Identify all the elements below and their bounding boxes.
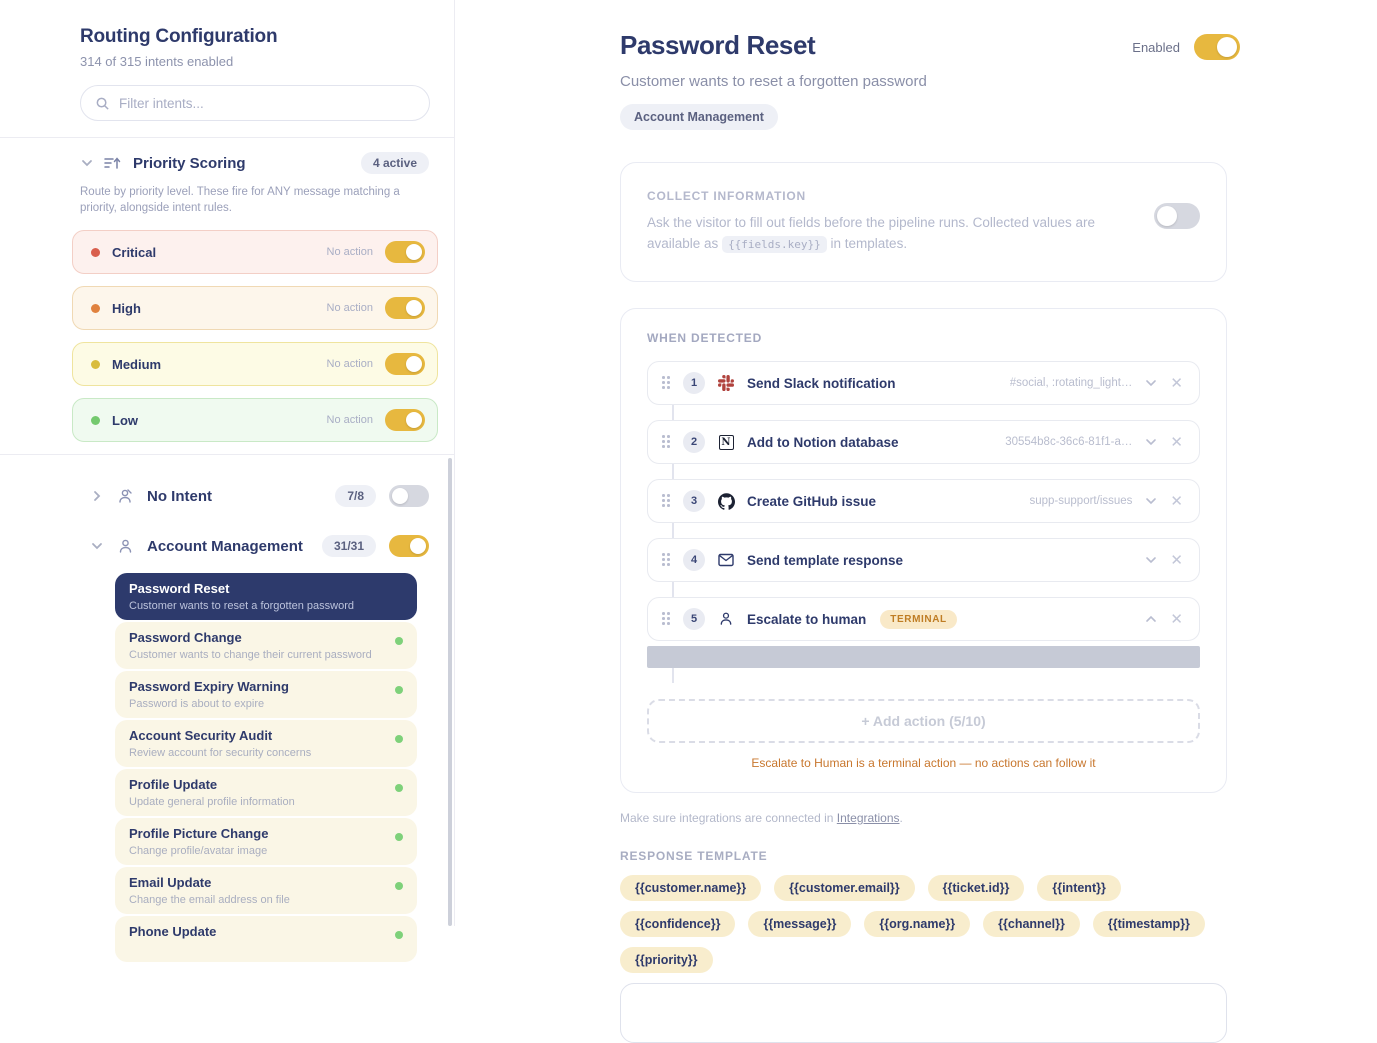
- priority-row-critical[interactable]: [72, 230, 438, 274]
- when-detected-title: WHEN DETECTED: [647, 331, 763, 345]
- variable-chip[interactable]: {{customer.email}}: [774, 875, 914, 901]
- critical-toggle[interactable]: [385, 241, 425, 263]
- group-count-badge: 7/8: [335, 485, 376, 507]
- remove-action-icon[interactable]: ✕: [1170, 551, 1183, 569]
- routing-sidebar: [0, 0, 455, 939]
- intent-title: Account Security Audit: [129, 728, 273, 743]
- intent-desc: Customer wants to change their current password: [129, 649, 372, 661]
- person-icon: [717, 610, 735, 628]
- action-config-summary: #social, :rotating_light…: [1009, 377, 1133, 389]
- priority-action-label: No action: [326, 302, 373, 314]
- high-toggle[interactable]: [385, 297, 425, 319]
- intent-group-no-intent[interactable]: [90, 479, 429, 513]
- enabled-label: Enabled: [1132, 39, 1180, 55]
- medium-toggle[interactable]: [385, 353, 425, 375]
- intent-item-profile-picture-change[interactable]: [115, 818, 417, 865]
- priority-scoring-title: Priority Scoring: [133, 154, 246, 172]
- expanded-config-placeholder: [647, 646, 1200, 668]
- drag-handle-icon[interactable]: [662, 612, 671, 626]
- intent-item-email-update[interactable]: [115, 867, 417, 914]
- enabled-status-dot: [395, 833, 403, 841]
- action-label: Create GitHub issue: [747, 493, 877, 509]
- priority-row-high[interactable]: [72, 286, 438, 330]
- action-row-escalate[interactable]: [647, 597, 1200, 641]
- chevron-up-icon[interactable]: [1144, 612, 1158, 626]
- action-number: 5: [683, 608, 705, 630]
- variable-chip[interactable]: {{intent}}: [1037, 875, 1120, 901]
- integrations-note-text: .: [899, 811, 903, 825]
- collect-information-toggle[interactable]: [1154, 203, 1200, 229]
- page-title: Password Reset: [620, 30, 816, 60]
- critical-dot: [91, 248, 100, 257]
- intent-title: Profile Update: [129, 777, 218, 792]
- intent-item-phone-update[interactable]: [115, 916, 417, 962]
- action-label: Add to Notion database: [747, 434, 899, 450]
- search-icon: [95, 96, 110, 111]
- intent-title: Email Update: [129, 875, 212, 890]
- enabled-status-dot: [395, 931, 403, 939]
- priority-active-badge: 4 active: [361, 152, 429, 174]
- account-management-toggle[interactable]: [389, 535, 429, 557]
- group-label: No Intent: [147, 487, 212, 505]
- intent-desc: Update general profile information: [129, 796, 295, 808]
- sidebar-divider-mid: [0, 454, 454, 455]
- integrations-note: [620, 811, 1240, 825]
- fields-key-code: {{fields.key}}: [722, 236, 827, 253]
- collect-information-title: COLLECT INFORMATION: [647, 189, 806, 203]
- integrations-link[interactable]: Integrations: [836, 811, 900, 825]
- enabled-status-dot: [395, 882, 403, 890]
- collect-information-card: [620, 162, 1227, 282]
- intent-title: Password Expiry Warning: [129, 679, 289, 694]
- chevron-down-icon[interactable]: [80, 156, 94, 170]
- group-count-badge: 31/31: [322, 535, 376, 557]
- terminal-badge: TERMINAL: [880, 610, 956, 629]
- collect-information-desc: [647, 212, 1097, 255]
- remove-action-icon[interactable]: ✕: [1170, 492, 1183, 510]
- notion-icon: N: [717, 433, 735, 451]
- intent-enabled-toggle[interactable]: [1194, 34, 1240, 60]
- intent-subtitle: Customer wants to reset a forgotten password: [620, 73, 927, 90]
- priority-sort-icon: [104, 156, 121, 171]
- action-row-github[interactable]: [647, 479, 1200, 523]
- action-label: Escalate to human: [747, 611, 867, 627]
- priority-action-label: No action: [326, 246, 373, 258]
- variable-chip[interactable]: {{channel}}: [983, 911, 1080, 937]
- intent-desc: Change the email address on file: [129, 894, 290, 906]
- action-row-notion[interactable]: [647, 420, 1200, 464]
- pipeline-connector: [672, 405, 674, 420]
- sidebar-title: Routing Configuration: [80, 26, 278, 47]
- action-row-escalate-wrap: [647, 597, 1200, 668]
- integrations-note-text: Make sure integrations are connected in: [620, 811, 837, 825]
- variable-chip[interactable]: {{message}}: [748, 911, 851, 937]
- user-icon: [117, 538, 134, 555]
- intent-desc: Password is about to expire: [129, 698, 265, 710]
- drag-handle-icon[interactable]: [662, 376, 671, 390]
- priority-label: Critical: [112, 244, 157, 260]
- intent-item-password-reset[interactable]: [115, 573, 417, 620]
- drag-handle-icon[interactable]: [662, 553, 671, 567]
- drag-handle-icon[interactable]: [662, 494, 671, 508]
- collect-desc-text: in templates.: [826, 236, 908, 251]
- priority-description: Route by priority level. These fire for ANY message matching a priority, alongside intent rules.: [80, 186, 400, 214]
- intent-item-account-security-audit[interactable]: [115, 720, 417, 767]
- variable-chip[interactable]: {{customer.name}}: [620, 875, 761, 901]
- intents-enabled-count: 314 of 315 intents enabled: [80, 54, 234, 69]
- chevron-right-icon[interactable]: [90, 489, 104, 503]
- chevron-down-icon[interactable]: [1144, 494, 1158, 508]
- pipeline-connector: [672, 523, 674, 538]
- variable-chip[interactable]: {{timestamp}}: [1093, 911, 1205, 937]
- action-number: 4: [683, 549, 705, 571]
- no-intent-toggle[interactable]: [389, 485, 429, 507]
- intent-desc: Review account for security concerns: [129, 747, 312, 759]
- medium-dot: [91, 360, 100, 369]
- intent-desc: Customer wants to reset a forgotten password: [129, 600, 354, 612]
- priority-label: Medium: [112, 356, 162, 372]
- intent-title: Phone Update: [129, 924, 217, 939]
- enabled-status-dot: [395, 637, 403, 645]
- github-icon: [717, 492, 735, 510]
- priority-action-label: No action: [326, 358, 373, 370]
- action-config-summary: supp-support/issues: [1029, 495, 1133, 507]
- intent-group-account-management[interactable]: [90, 529, 429, 563]
- intent-item-password-expiry-warning[interactable]: [115, 671, 417, 718]
- action-number: 1: [683, 372, 705, 394]
- user-slash-icon: [117, 488, 134, 505]
- action-config-summary: 30554b8c-36c6-81f1-a…: [1005, 436, 1133, 448]
- group-label: Account Management: [147, 537, 303, 555]
- chevron-down-icon[interactable]: [1144, 376, 1158, 390]
- response-template-textarea[interactable]: [620, 983, 1227, 1043]
- intent-item-profile-update[interactable]: [115, 769, 417, 816]
- terminal-warning-text: Escalate to Human is a terminal action — no actions can follow it: [751, 756, 1096, 770]
- add-action-button[interactable]: + Add action (5/10): [647, 699, 1200, 743]
- action-number: 2: [683, 431, 705, 453]
- priority-row-medium[interactable]: [72, 342, 438, 386]
- action-pipeline: [647, 361, 1200, 770]
- filter-intents-box[interactable]: [80, 85, 430, 121]
- high-dot: [91, 304, 100, 313]
- filter-intents-input[interactable]: [119, 96, 415, 111]
- sidebar-scrollbar[interactable]: [448, 458, 452, 926]
- enabled-status-dot: [395, 735, 403, 743]
- remove-action-icon[interactable]: ✕: [1170, 433, 1183, 451]
- variable-chip[interactable]: {{org.name}}: [864, 911, 970, 937]
- remove-action-icon[interactable]: ✕: [1170, 610, 1183, 628]
- chevron-down-icon[interactable]: [1144, 553, 1158, 567]
- action-number: 3: [683, 490, 705, 512]
- variable-chip[interactable]: {{ticket.id}}: [928, 875, 1025, 901]
- chevron-down-icon[interactable]: [90, 539, 104, 553]
- collect-desc-text: Ask the visitor to fill out fields before the pipeline runs. Collected values are available as: [647, 215, 1095, 251]
- when-detected-card: [620, 308, 1227, 793]
- priority-action-label: No action: [326, 414, 373, 426]
- category-badge: Account Management: [620, 104, 778, 130]
- slack-icon: [717, 374, 735, 392]
- chevron-down-icon[interactable]: [1144, 435, 1158, 449]
- action-row-template-response[interactable]: [647, 538, 1200, 582]
- priority-label: Low: [112, 412, 138, 428]
- intent-list: [115, 573, 417, 962]
- sidebar-divider-top: [0, 137, 454, 138]
- remove-action-icon[interactable]: ✕: [1170, 374, 1183, 392]
- pipeline-connector: [672, 464, 674, 479]
- low-toggle[interactable]: [385, 409, 425, 431]
- drag-handle-icon[interactable]: [662, 435, 671, 449]
- action-row-slack[interactable]: [647, 361, 1200, 405]
- pipeline-connector: [672, 582, 674, 597]
- priority-label: High: [112, 300, 141, 316]
- priority-list: [72, 230, 438, 442]
- intent-item-password-change[interactable]: [115, 622, 417, 669]
- priority-row-low[interactable]: [72, 398, 438, 442]
- action-label: Send Slack notification: [747, 375, 896, 391]
- variable-chip[interactable]: {{priority}}: [620, 947, 713, 973]
- enabled-status-dot: [395, 784, 403, 792]
- intent-detail-panel: [620, 0, 1240, 967]
- response-template-title: RESPONSE TEMPLATE: [620, 849, 768, 863]
- variable-chip[interactable]: {{confidence}}: [620, 911, 735, 937]
- template-variable-chips: [620, 875, 1227, 973]
- intent-title: Password Change: [129, 630, 242, 645]
- mail-icon: [717, 551, 735, 569]
- intent-title: Profile Picture Change: [129, 826, 269, 841]
- intent-desc: Change profile/avatar image: [129, 845, 268, 857]
- low-dot: [91, 416, 100, 425]
- enabled-status-dot: [395, 686, 403, 694]
- action-label: Send template response: [747, 552, 904, 568]
- pipeline-connector: [672, 668, 674, 683]
- intent-title: Password Reset: [129, 581, 230, 596]
